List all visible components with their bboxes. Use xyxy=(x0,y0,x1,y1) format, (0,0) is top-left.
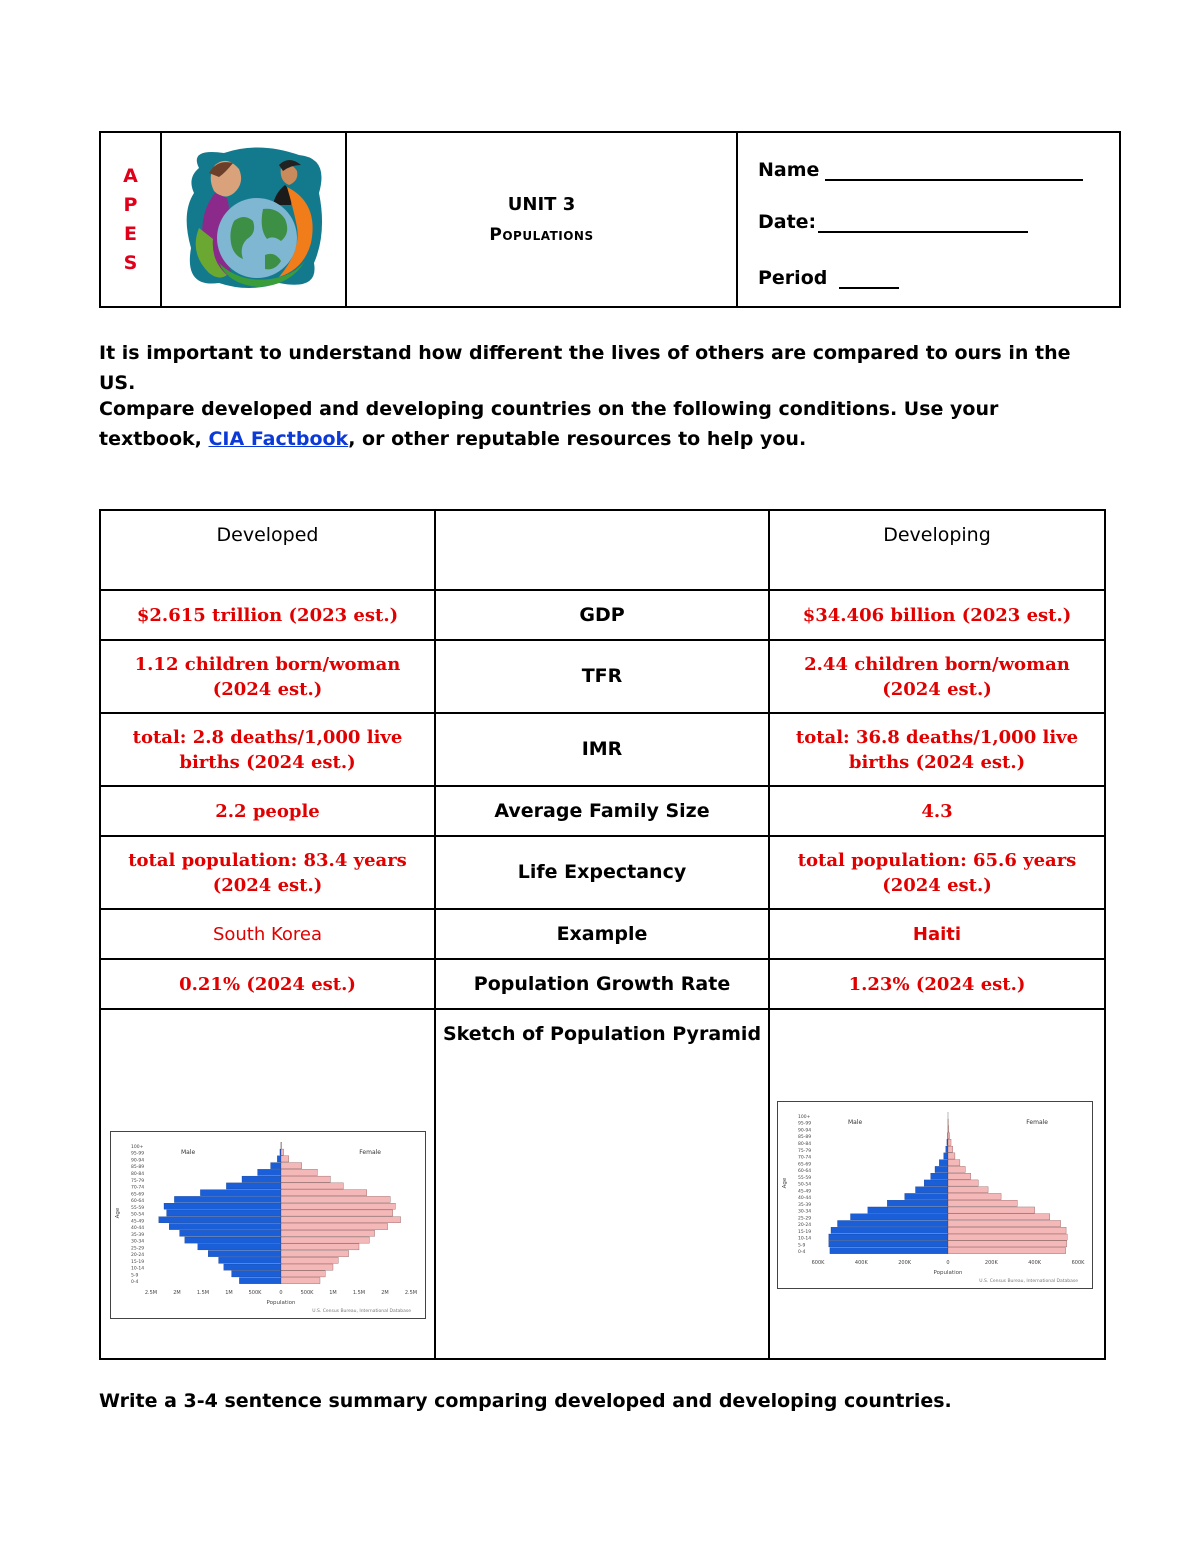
age-tick-label: 65-69 xyxy=(131,1192,145,1198)
age-tick-label: 10-14 xyxy=(798,1236,812,1242)
pyramid-chart-svg xyxy=(111,1132,425,1318)
bar-female xyxy=(281,1223,388,1229)
bar-female xyxy=(948,1187,988,1193)
x-tick-label: 0 xyxy=(279,1290,283,1296)
bar-male xyxy=(180,1230,281,1236)
bar-female xyxy=(281,1142,282,1148)
instructions-paragraph xyxy=(99,394,1059,454)
bar-female xyxy=(281,1278,320,1284)
bar-female xyxy=(281,1196,390,1202)
bar-female xyxy=(948,1146,953,1152)
pyramid-chart-developed xyxy=(110,1131,426,1319)
bar-female xyxy=(281,1271,325,1277)
bar-female xyxy=(948,1227,1066,1233)
tfr-developed: 1.12 children born/woman (2024 est.) xyxy=(100,640,435,713)
row-label-imr: IMR xyxy=(435,713,769,786)
bar-male xyxy=(868,1207,948,1213)
bar-female xyxy=(281,1264,333,1270)
bar-male xyxy=(831,1227,948,1233)
x-axis-label: Population xyxy=(933,1270,963,1276)
x-tick-label: 500K xyxy=(248,1290,262,1296)
bar-female xyxy=(281,1210,393,1216)
bar-female xyxy=(281,1217,401,1223)
age-tick-label: 25-29 xyxy=(798,1216,812,1222)
age-tick-label: 0-4 xyxy=(798,1250,806,1256)
bar-female xyxy=(948,1248,1066,1254)
bar-female xyxy=(281,1230,375,1236)
row-label-example: Example xyxy=(435,909,769,959)
instructions-text-end: , or other reputable resources to help you. xyxy=(348,428,807,450)
example-developing: Haiti xyxy=(769,909,1105,959)
bar-male xyxy=(226,1183,281,1189)
x-tick-label: 200K xyxy=(984,1260,998,1266)
bar-female xyxy=(281,1183,343,1189)
age-tick-label: 85-89 xyxy=(798,1135,812,1141)
x-tick-label: 2M xyxy=(381,1290,389,1296)
age-tick-label: 100+ xyxy=(131,1144,144,1150)
unit-title: UNIT 3 xyxy=(507,193,576,215)
globe-people-logo xyxy=(179,143,329,293)
age-tick-label: 65-69 xyxy=(798,1162,812,1168)
logo-cell xyxy=(161,132,346,307)
age-tick-label: 85-89 xyxy=(131,1165,145,1171)
legend-male-label: Male xyxy=(848,1119,863,1126)
age-tick-label: 55-59 xyxy=(131,1205,145,1211)
age-tick-label: 35-39 xyxy=(131,1232,145,1238)
bar-female xyxy=(948,1193,1001,1199)
bar-female xyxy=(281,1257,338,1263)
bar-male xyxy=(924,1180,948,1186)
bar-female xyxy=(281,1149,284,1155)
bar-female xyxy=(281,1163,302,1169)
date-field[interactable] xyxy=(818,230,1028,233)
apes-letter: S xyxy=(123,251,138,274)
student-info-cell xyxy=(737,132,1120,307)
legend-male-label: Male xyxy=(181,1149,196,1156)
bar-female xyxy=(281,1250,349,1256)
column-header-blank xyxy=(435,510,769,590)
bar-female xyxy=(948,1139,951,1145)
legend-female-label: Female xyxy=(1026,1119,1048,1126)
column-header-developing: Developing xyxy=(769,510,1105,590)
growth-rate-developed: 0.21% (2024 est.) xyxy=(100,959,435,1009)
bar-male xyxy=(838,1220,949,1226)
bar-female xyxy=(281,1190,367,1196)
y-axis-label: Age xyxy=(115,1207,121,1219)
age-tick-label: 20-24 xyxy=(131,1253,145,1259)
x-tick-label: 2.5M xyxy=(404,1290,418,1296)
bar-female xyxy=(948,1173,971,1179)
row-label-gdp: GDP xyxy=(435,590,769,640)
x-tick-label: 1M xyxy=(329,1290,337,1296)
growth-rate-developing: 1.23% (2024 est.) xyxy=(769,959,1105,1009)
pyramid-chart-svg xyxy=(778,1102,1092,1288)
pyramid-chart-developing xyxy=(777,1101,1093,1289)
bar-male xyxy=(947,1139,948,1145)
bar-female xyxy=(281,1176,330,1182)
bar-male xyxy=(946,1146,948,1152)
age-tick-label: 25-29 xyxy=(131,1246,145,1252)
life-expectancy-developing: total population: 65.6 years (2024 est.) xyxy=(769,836,1105,909)
life-expectancy-developed: total population: 83.4 years (2024 est.) xyxy=(100,836,435,909)
bar-male xyxy=(164,1203,281,1209)
name-label: Name xyxy=(758,159,820,181)
row-label-pyramid: Sketch of Population Pyramid xyxy=(435,1009,769,1359)
tfr-developing: 2.44 children born/woman (2024 est.) xyxy=(769,640,1105,713)
age-tick-label: 15-19 xyxy=(798,1229,812,1235)
x-tick-label: 1.5M xyxy=(352,1290,366,1296)
bar-female xyxy=(948,1133,950,1139)
intro-sentence: It is important to understand how different the lives of others are compared to ours in the US. xyxy=(99,342,1071,394)
family-size-developing: 4.3 xyxy=(769,786,1105,836)
date-label: Date: xyxy=(758,211,817,233)
bar-male xyxy=(219,1257,281,1263)
legend-female-label: Female xyxy=(359,1149,381,1156)
bar-male xyxy=(185,1237,281,1243)
bar-male xyxy=(280,1149,281,1155)
bar-male xyxy=(944,1153,948,1159)
name-field[interactable] xyxy=(825,178,1083,181)
age-tick-label: 70-74 xyxy=(131,1185,145,1191)
bar-male xyxy=(829,1234,948,1240)
bar-female xyxy=(948,1220,1061,1226)
x-tick-label: 200K xyxy=(898,1260,912,1266)
age-tick-label: 75-79 xyxy=(131,1178,145,1184)
bar-male xyxy=(242,1176,281,1182)
age-tick-label: 55-59 xyxy=(798,1175,812,1181)
family-size-developed: 2.2 people xyxy=(100,786,435,836)
age-tick-label: 15-19 xyxy=(131,1259,145,1265)
apes-letter: P xyxy=(123,193,138,216)
x-tick-label: 600K xyxy=(811,1260,825,1266)
bar-female xyxy=(281,1237,369,1243)
period-field[interactable] xyxy=(839,286,899,289)
bar-female xyxy=(948,1200,1017,1206)
bar-male xyxy=(905,1193,948,1199)
unit-subtitle: Populations xyxy=(489,224,594,245)
imr-developing: total: 36.8 deaths/1,000 live births (2024 est.) xyxy=(769,713,1105,786)
age-tick-label: 30-34 xyxy=(798,1209,812,1215)
chart-source-label: U.S. Census Bureau, International Database xyxy=(312,1309,411,1314)
age-tick-label: 50-54 xyxy=(798,1182,812,1188)
gdp-developed: $2.615 trillion (2023 est.) xyxy=(100,590,435,640)
age-tick-label: 70-74 xyxy=(798,1155,812,1161)
bar-male xyxy=(851,1214,949,1220)
bar-female xyxy=(948,1214,1050,1220)
bar-male xyxy=(935,1166,948,1172)
bar-male xyxy=(159,1217,281,1223)
age-tick-label: 100+ xyxy=(798,1114,811,1120)
apes-letter: A xyxy=(123,164,138,187)
row-label-family-size: Average Family Size xyxy=(435,786,769,836)
bar-female xyxy=(948,1241,1067,1247)
x-tick-label: 500K xyxy=(300,1290,314,1296)
bar-female xyxy=(281,1169,317,1175)
age-tick-label: 90-94 xyxy=(798,1128,812,1134)
x-axis-label: Population xyxy=(266,1300,296,1306)
bar-female xyxy=(948,1207,1035,1213)
unit-title-cell xyxy=(346,132,737,307)
cia-factbook-link[interactable]: CIA Factbook xyxy=(208,428,349,450)
example-developed: South Korea xyxy=(100,909,435,959)
age-tick-label: 0-4 xyxy=(131,1280,139,1286)
bar-female xyxy=(948,1166,965,1172)
age-tick-label: 45-49 xyxy=(798,1189,812,1195)
age-tick-label: 75-79 xyxy=(798,1148,812,1154)
row-label-life-expectancy: Life Expectancy xyxy=(435,836,769,909)
bar-male xyxy=(232,1271,281,1277)
bar-male xyxy=(887,1200,948,1206)
bar-male xyxy=(224,1264,281,1270)
apes-letter: E xyxy=(124,222,137,245)
bar-female xyxy=(948,1126,949,1132)
x-tick-label: 0 xyxy=(946,1260,950,1266)
bar-female xyxy=(281,1156,289,1162)
age-tick-label: 60-64 xyxy=(131,1199,145,1205)
x-tick-label: 600K xyxy=(1071,1260,1085,1266)
imr-developed: total: 2.8 deaths/1,000 live births (2024 est.) xyxy=(100,713,435,786)
x-tick-label: 400K xyxy=(854,1260,868,1266)
bar-male xyxy=(277,1156,281,1162)
bar-male xyxy=(239,1278,281,1284)
bar-female xyxy=(948,1160,960,1166)
period-label: Period xyxy=(758,267,828,289)
age-tick-label: 45-49 xyxy=(131,1219,145,1225)
age-tick-label: 20-24 xyxy=(798,1223,812,1229)
bar-female xyxy=(281,1203,395,1209)
chart-source-label: U.S. Census Bureau, International Database xyxy=(979,1279,1078,1284)
bar-male xyxy=(169,1223,281,1229)
bar-female xyxy=(948,1153,955,1159)
bar-male xyxy=(271,1163,281,1169)
age-tick-label: 40-44 xyxy=(131,1226,145,1232)
bar-male xyxy=(208,1250,281,1256)
x-tick-label: 2.5M xyxy=(144,1290,158,1296)
bar-male xyxy=(931,1173,948,1179)
age-tick-label: 95-99 xyxy=(131,1151,145,1157)
age-tick-label: 40-44 xyxy=(798,1196,812,1202)
age-tick-label: 90-94 xyxy=(131,1158,145,1164)
age-tick-label: 35-39 xyxy=(798,1202,812,1208)
column-header-developed: Developed xyxy=(100,510,435,590)
row-label-growth-rate: Population Growth Rate xyxy=(435,959,769,1009)
age-tick-label: 80-84 xyxy=(131,1172,145,1178)
row-label-tfr: TFR xyxy=(435,640,769,713)
bar-male xyxy=(258,1169,281,1175)
bar-male xyxy=(830,1248,948,1254)
apes-letters xyxy=(100,132,161,307)
age-tick-label: 30-34 xyxy=(131,1239,145,1245)
bar-female xyxy=(948,1180,978,1186)
x-tick-label: 1.5M xyxy=(196,1290,210,1296)
age-tick-label: 60-64 xyxy=(798,1169,812,1175)
bar-male xyxy=(916,1187,949,1193)
bar-female xyxy=(281,1244,359,1250)
age-tick-label: 10-14 xyxy=(131,1266,145,1272)
age-tick-label: 95-99 xyxy=(798,1121,812,1127)
bar-male xyxy=(939,1160,948,1166)
x-tick-label: 1M xyxy=(225,1290,233,1296)
bar-male xyxy=(174,1196,281,1202)
y-axis-label: Age xyxy=(782,1177,788,1189)
header-table xyxy=(99,131,1121,308)
x-tick-label: 2M xyxy=(173,1290,181,1296)
age-tick-label: 5-9 xyxy=(131,1273,139,1279)
gdp-developing: $34.406 billion (2023 est.) xyxy=(769,590,1105,640)
x-tick-label: 400K xyxy=(1028,1260,1042,1266)
bar-male xyxy=(167,1210,281,1216)
age-tick-label: 50-54 xyxy=(131,1212,145,1218)
bar-male xyxy=(198,1244,281,1250)
summary-prompt: Write a 3-4 sentence summary comparing developed and developing countries. xyxy=(99,1390,952,1412)
instructions-text: Compare developed and developing countries on the following conditions. Use your textbook, xyxy=(99,398,999,450)
age-tick-label: 5-9 xyxy=(798,1243,806,1249)
bar-female xyxy=(948,1234,1067,1240)
bar-male xyxy=(829,1241,948,1247)
age-tick-label: 80-84 xyxy=(798,1142,812,1148)
bar-male xyxy=(200,1190,281,1196)
